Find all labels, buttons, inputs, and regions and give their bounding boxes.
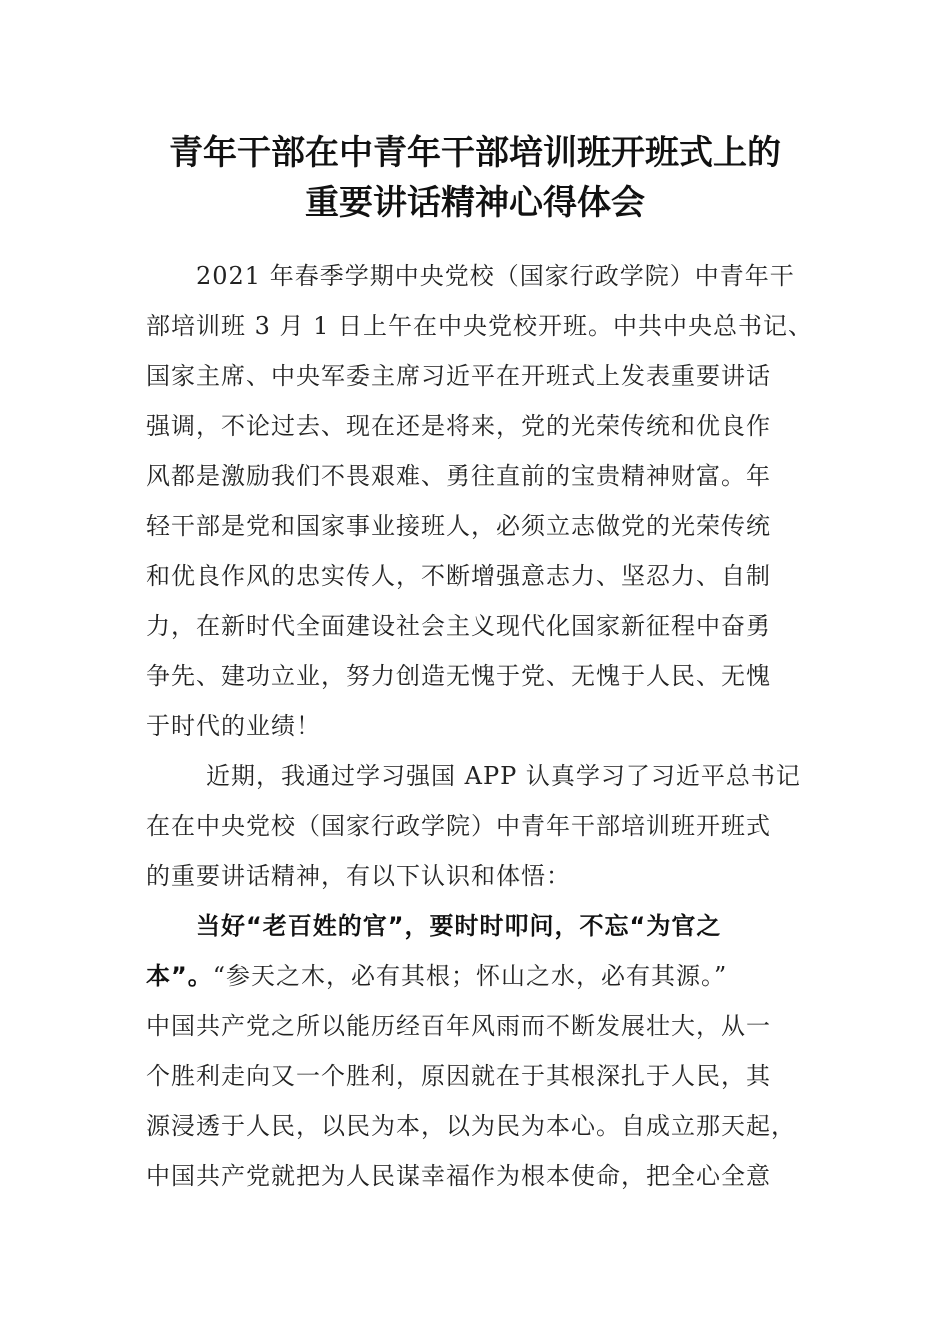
document-title-line-1: 青年干部在中青年干部培训班开班式上的 [169,133,781,173]
paragraph-1-line: 争先、建功立业，努力创造无愧于党、无愧于人民、无愧 [146,662,771,690]
paragraph-1-line: 于时代的业绩！ [146,712,321,740]
paragraph-1-line: 强调，不论过去、现在还是将来，党的光荣传统和优良作 [146,412,771,440]
paragraph-1-line: 力，在新时代全面建设社会主义现代化国家新征程中奋勇 [146,612,771,640]
paragraph-3-quote: “参天之木，必有其根；怀山之水，必有其源。” [212,962,728,990]
paragraph-3-line: 源浸透于人民，以民为本，以为民为本心。自成立那天起， [146,1112,796,1140]
paragraph-3-line [146,958,796,994]
paragraph-3-line: 中国共产党之所以能历经百年风雨而不断发展壮大，从一 [146,1012,771,1040]
document-title-line-2: 重要讲话精神心得体会 [305,183,645,223]
paragraph-3-line: 中国共产党就把为人民谋幸福作为根本使命，把全心全意 [146,1162,771,1190]
paragraph-1-line: 轻干部是党和国家事业接班人，必须立志做党的光荣传统 [146,512,771,540]
paragraph-1-line: 国家主席、中央军委主席习近平在开班式上发表重要讲话 [146,362,771,390]
paragraph-1-line: 和优良作风的忠实传人，不断增强意志力、坚忍力、自制 [146,562,771,590]
paragraph-2-line: 在在中央党校（国家行政学院）中青年干部培训班开班式 [146,812,771,840]
paragraph-1-line: 风都是激励我们不畏艰难、勇往直前的宝贵精神财富。年 [146,462,771,490]
paragraph-2-line: 的重要讲话精神，有以下认识和体悟： [146,862,571,890]
paragraph-2-line: 近期，我通过学习强国 APP 认真学习了习近平总书记 [206,762,801,790]
paragraph-1-line: 2021 年春季学期中央党校（国家行政学院）中青年干 [196,262,795,290]
paragraph-3-heading: 当好“老百姓的官”，要时时叩问，不忘“为官之 [196,912,722,940]
paragraph-3-line: 个胜利走向又一个胜利，原因就在于其根深扎于人民，其 [146,1062,771,1090]
paragraph-1-line: 部培训班 3 月 1 日上午在中央党校开班。中共中央总书记、 [146,312,814,340]
paragraph-3-heading-end: 本”。 [146,962,213,990]
